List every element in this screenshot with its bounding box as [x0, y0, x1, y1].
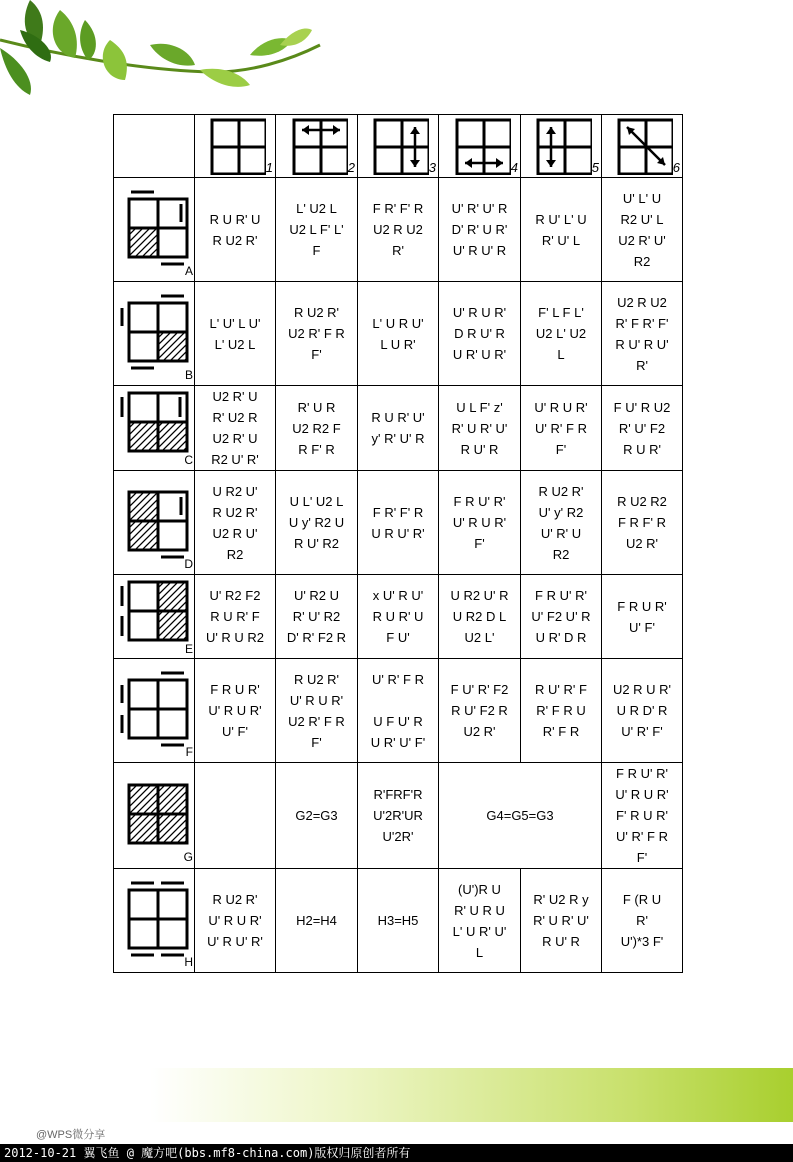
leaf-branch-decoration	[0, 0, 330, 110]
algorithm-cell: F R U' R' U' R U R' F' R U R' U' R' F R F'	[602, 763, 683, 869]
pattern-3-swap-right-icon	[367, 117, 429, 175]
case-d-pattern-icon	[119, 475, 189, 571]
case-g-pattern-icon	[119, 768, 189, 864]
algorithm-cell: R U2 R' U' y' R2 U' R' U R2	[521, 471, 602, 575]
algorithm-cell: U2 R U R' U R D' R U' R' F'	[602, 659, 683, 763]
case-h-pattern-icon	[119, 873, 189, 969]
algorithm-cell: G2=G3	[276, 763, 358, 869]
algorithm-cell: U' R2 U R' U' R2 D' R' F2 R	[276, 575, 358, 659]
algorithm-cell: F U' R' F2 R U' F2 R U2 R'	[439, 659, 521, 763]
header-number: 4	[510, 160, 518, 175]
algorithm-cell: R U R' U' y' R' U' R	[358, 386, 439, 471]
pattern-4-swap-bottom-icon	[449, 117, 511, 175]
corner-empty-cell	[114, 115, 195, 178]
row-label-cell	[114, 471, 195, 575]
row-label-cell	[114, 659, 195, 763]
row-label-cell	[114, 869, 195, 973]
algorithm-cell: U' R U R' U' R' F R F'	[521, 386, 602, 471]
header-cell-5	[521, 115, 602, 178]
row-b	[114, 282, 683, 386]
algorithm-cell: R U' L' U R' U' L	[521, 178, 602, 282]
row-label-letter: A	[184, 263, 193, 278]
header-number: 6	[672, 160, 680, 175]
header-number: 1	[265, 160, 273, 175]
algorithm-table	[113, 114, 683, 973]
row-g	[114, 763, 683, 869]
pattern-1-icon	[204, 117, 266, 175]
pattern-6-swap-diagonal-icon	[611, 117, 673, 175]
row-e	[114, 575, 683, 659]
row-label-cell	[114, 763, 195, 869]
row-label-letter: D	[184, 556, 193, 571]
algorithm-cell: L' U' L U' L' U2 L	[195, 282, 276, 386]
algorithm-cell: F R U' R' U' F2 U' R U R' D R	[521, 575, 602, 659]
wps-logo: @WPS微分享	[36, 1129, 106, 1141]
algorithm-cell: x U' R U' R U R' U F U'	[358, 575, 439, 659]
algorithm-cell: U R2 U' R U2 R' U2 R U' R2	[195, 471, 276, 575]
algorithm-cell: R' U2 R y R' U R' U' R U' R	[521, 869, 602, 973]
header-cell-1	[195, 115, 276, 178]
algorithm-cell: F R' F' R U2 R U2 R'	[358, 178, 439, 282]
algorithm-cell: L' U R U' L U R'	[358, 282, 439, 386]
algorithm-cell: U' R U R' D R U' R U R' U R'	[439, 282, 521, 386]
algorithm-cell: R U2 R' U' R U R' U2 R' F R F'	[276, 659, 358, 763]
row-c	[114, 386, 683, 471]
algorithm-cell: (U')R U R' U R U L' U R' U' L	[439, 869, 521, 973]
case-c-pattern-icon	[119, 389, 189, 467]
algorithm-cell: H3=H5	[358, 869, 439, 973]
row-label-letter: E	[184, 641, 193, 656]
algorithm-cell: F U' R U2 R' U' F2 R U R'	[602, 386, 683, 471]
algorithm-cell: R' U R U2 R2 F R F' R	[276, 386, 358, 471]
row-label-letter: G	[183, 849, 193, 864]
header-cell-4	[439, 115, 521, 178]
header-cell-6	[602, 115, 683, 178]
decorative-gradient-band	[150, 1068, 793, 1122]
algorithm-cell: R U2 R2 F R F' R U2 R'	[602, 471, 683, 575]
algorithm-cell: R'FRF'R U'2R'UR U'2R'	[358, 763, 439, 869]
algorithm-cell: R U2 R' U' R U R' U' R U' R'	[195, 869, 276, 973]
pattern-5-swap-left-icon	[530, 117, 592, 175]
header-number: 3	[428, 160, 436, 175]
row-label-cell	[114, 575, 195, 659]
algorithm-cell: U' R' U' R D' R' U R' U' R U' R	[439, 178, 521, 282]
algorithm-cell: U' L' U R2 U' L U2 R' U' R2	[602, 178, 683, 282]
header-number: 5	[591, 160, 599, 175]
case-b-pattern-icon	[119, 286, 189, 382]
row-label-cell	[114, 282, 195, 386]
case-e-pattern-icon	[119, 578, 189, 656]
algorithm-cell: U2 R U2 R' F R' F' R U' R U' R'	[602, 282, 683, 386]
algorithm-cell: U L F' z' R' U R' U' R U' R	[439, 386, 521, 471]
algorithm-cell: F' L F L' U2 L' U2 L	[521, 282, 602, 386]
row-d	[114, 471, 683, 575]
case-a-pattern-icon	[119, 182, 189, 278]
pattern-2-swap-top-icon	[286, 117, 348, 175]
algorithm-cell: R U2 R' U2 R' F R F'	[276, 282, 358, 386]
algorithm-cell: F (R U R' U')*3 F'	[602, 869, 683, 973]
row-label-cell	[114, 178, 195, 282]
row-label-cell	[114, 386, 195, 471]
algorithm-cell: H2=H4	[276, 869, 358, 973]
algorithm-cell: F R U R' U' F'	[602, 575, 683, 659]
algorithm-cell: F R U' R' U' R U R' F'	[439, 471, 521, 575]
algorithm-cell: F R U R' U' R U R' U' F'	[195, 659, 276, 763]
footer-copyright-text: 2012-10-21 翼飞鱼 @ 魔方吧(bbs.mf8-china.com)版权归原创者所有	[4, 1146, 411, 1160]
algorithm-cell: R U' R' F R' F R U R' F R	[521, 659, 602, 763]
header-row	[114, 115, 683, 178]
algorithm-cell: U2 R' U R' U2 R U2 R' U R2 U' R'	[195, 386, 276, 471]
algorithm-cell: F R' F' R U R U' R'	[358, 471, 439, 575]
row-a	[114, 178, 683, 282]
row-h	[114, 869, 683, 973]
row-f	[114, 659, 683, 763]
header-number: 2	[347, 160, 355, 175]
header-cell-3	[358, 115, 439, 178]
algorithm-cell: U R2 U' R U R2 D L U2 L'	[439, 575, 521, 659]
algorithm-cell: U' R' F R U F U' R U R' U' F'	[358, 659, 439, 763]
row-label-letter: C	[184, 453, 193, 467]
row-label-letter: F	[185, 744, 193, 759]
header-cell-2	[276, 115, 358, 178]
algorithm-cell: R U R' U R U2 R'	[195, 178, 276, 282]
algorithm-cell: L' U2 L U2 L F' L' F	[276, 178, 358, 282]
algorithm-cell	[195, 763, 276, 869]
algorithm-cell: U L' U2 L U y' R2 U R U' R2	[276, 471, 358, 575]
row-label-letter: H	[184, 954, 193, 969]
algorithm-cell-merged: G4=G5=G3	[439, 763, 602, 869]
case-f-pattern-icon	[119, 663, 189, 759]
algorithm-cell: U' R2 F2 R U R' F U' R U R2	[195, 575, 276, 659]
row-label-letter: B	[184, 367, 193, 382]
